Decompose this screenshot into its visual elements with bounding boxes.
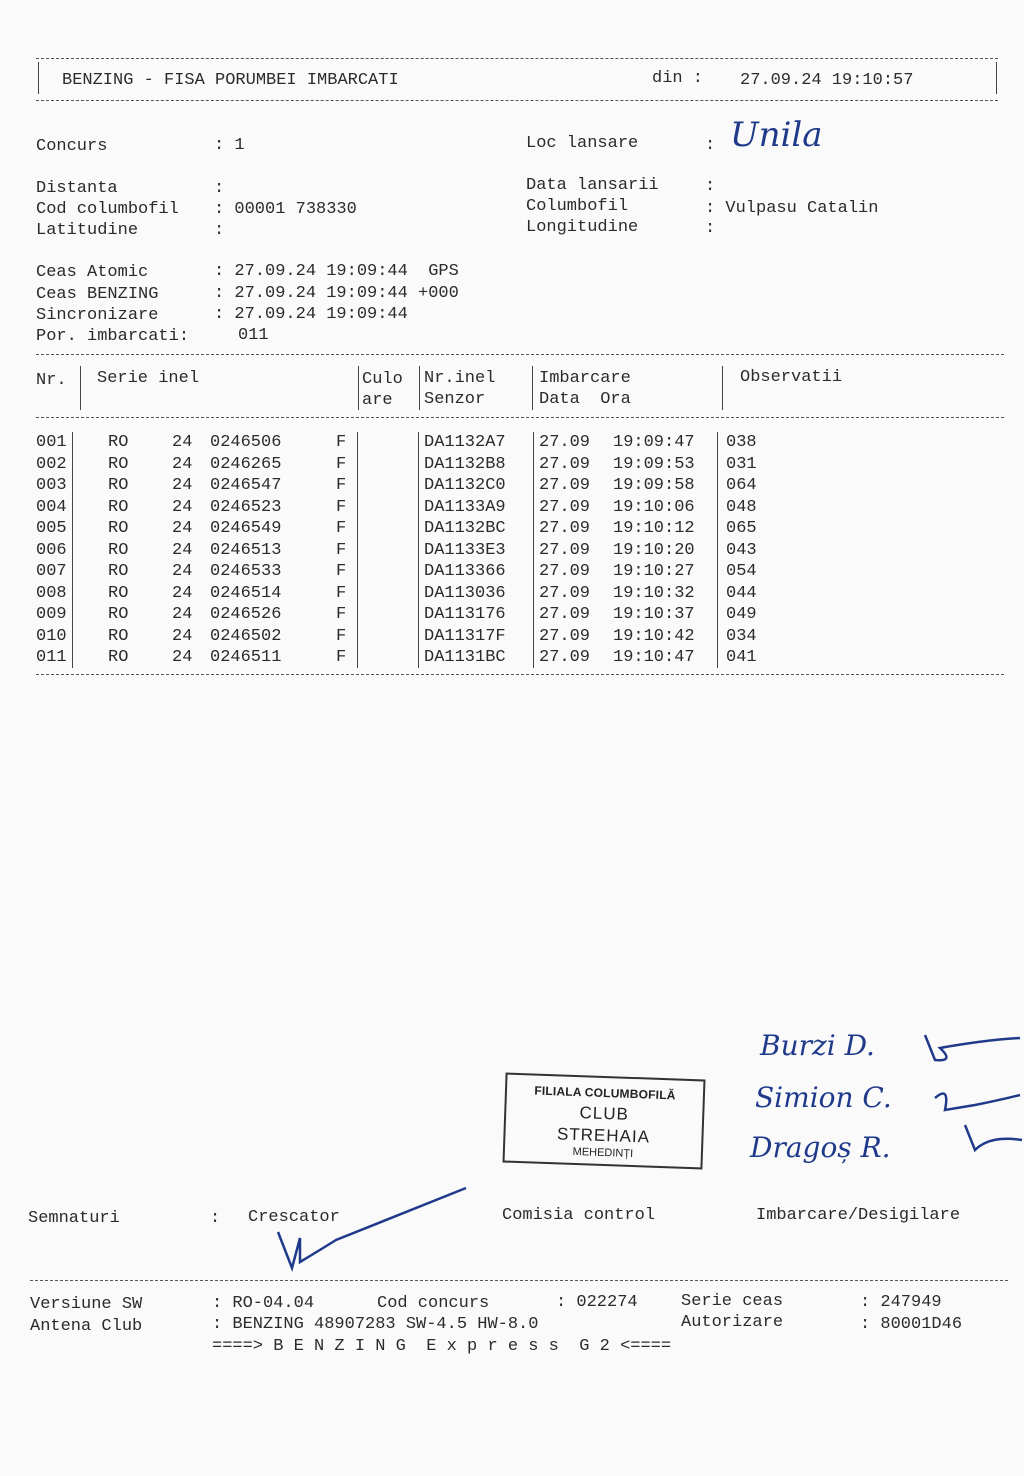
- cell-ora: 19:10:42: [613, 626, 695, 646]
- cell-data: 27.09: [539, 605, 591, 624]
- cell-data: 27.09: [539, 540, 591, 560]
- stamp-line-2: CLUB: [579, 1103, 630, 1124]
- handwritten-signature-2: Simion C.: [755, 1081, 892, 1114]
- cell-inel: 0246526: [210, 605, 282, 624]
- cell-senzor: DA1133A9: [424, 497, 506, 517]
- versiune-sw-label: Versiune SW: [30, 1295, 143, 1314]
- cell-inel: 0246514: [210, 583, 282, 603]
- cell-an: 24: [172, 605, 193, 624]
- imbarcare-desigilare-label: Imbarcare/Desigilare: [756, 1206, 961, 1225]
- distanta-value: :: [214, 179, 225, 198]
- cell-sex: F: [336, 454, 347, 474]
- cell-tara: RO: [108, 626, 129, 646]
- data-lansarii-label: Data lansarii: [526, 176, 659, 195]
- cell-an: 24: [172, 626, 193, 646]
- autorizare-label: Autorizare: [681, 1313, 784, 1332]
- col-header-imbarcare-1: Imbarcare: [539, 369, 631, 388]
- cell-nr: 011: [36, 648, 67, 667]
- cell-inel: 0246511: [210, 648, 282, 667]
- por-imbarcati-value: 011: [238, 326, 269, 345]
- por-imbarcati-label: Por. imbarcati:: [36, 327, 190, 346]
- din-label: din :: [652, 69, 704, 88]
- cell-inel: 0246513: [210, 540, 282, 560]
- cell-sex: F: [336, 605, 347, 624]
- cell-sex: F: [336, 519, 347, 538]
- cell-sex: F: [336, 497, 347, 517]
- cell-ora: 19:09:53: [613, 454, 695, 474]
- cell-nr: 004: [36, 497, 67, 517]
- cell-senzor: DA1132A7: [424, 433, 506, 452]
- handwritten-signature-3: Dragoș R.: [750, 1131, 891, 1164]
- cell-inel: 0246523: [210, 497, 282, 517]
- cell-ora: 19:10:37: [613, 605, 695, 624]
- cell-tara: RO: [108, 497, 129, 517]
- ceas-benzing-value: : 27.09.24 19:09:44 +000: [214, 284, 459, 303]
- autorizare-value: : 80001D46: [860, 1315, 963, 1334]
- cell-inel: 0246265: [210, 454, 282, 474]
- crescator-label: Crescator: [248, 1208, 340, 1227]
- sincronizare-value: : 27.09.24 19:09:44: [214, 305, 408, 324]
- cell-tara: RO: [108, 562, 129, 581]
- cell-obs: 043: [726, 540, 757, 560]
- handwritten-signature-1: Burzi D.: [760, 1029, 875, 1062]
- cell-nr: 005: [36, 519, 67, 538]
- cell-sex: F: [336, 648, 347, 667]
- loc-lansare-handwritten: Unila: [730, 115, 823, 155]
- cell-obs: 048: [726, 497, 757, 517]
- cell-data: 27.09: [539, 454, 591, 474]
- benzing-banner: ====> B E N Z I N G E x p r e s s G 2 <====: [212, 1337, 672, 1356]
- cell-ora: 19:10:12: [613, 519, 695, 538]
- cell-nr: 009: [36, 605, 67, 624]
- din-value: 27.09.24 19:10:57: [740, 71, 914, 90]
- cell-obs: 041: [726, 648, 757, 667]
- cell-senzor: DA1132B8: [424, 454, 506, 474]
- loc-lansare-sep: :: [705, 136, 716, 155]
- semnaturi-sep: :: [210, 1209, 221, 1228]
- col-header-imbarcare-2: Data Ora: [539, 390, 631, 409]
- cell-ora: 19:09:58: [613, 476, 695, 495]
- loc-lansare-label: Loc lansare: [526, 134, 639, 153]
- longitudine-label: Longitudine: [526, 218, 639, 237]
- longitudine-value: :: [705, 219, 716, 238]
- cell-senzor: DA1132BC: [424, 519, 506, 538]
- columbofil-label: Columbofil: [526, 197, 629, 216]
- cell-tara: RO: [108, 433, 129, 452]
- antena-club-label: Antena Club: [30, 1317, 143, 1336]
- cod-columbofil-value: : 00001 738330: [214, 200, 357, 219]
- cell-sex: F: [336, 626, 347, 646]
- cell-sex: F: [336, 433, 347, 452]
- scribble-3: [965, 1125, 1022, 1150]
- cell-ora: 19:10:06: [613, 497, 695, 517]
- sincronizare-label: Sincronizare: [36, 306, 159, 325]
- cell-obs: 031: [726, 454, 757, 474]
- col-header-observatii: Observatii: [740, 368, 843, 387]
- cell-tara: RO: [108, 476, 129, 495]
- cell-tara: RO: [108, 519, 129, 538]
- antena-club-value: : BENZING 48907283 SW-4.5 HW-8.0: [212, 1315, 539, 1334]
- cod-columbofil-label: Cod columbofil: [36, 200, 179, 219]
- cell-senzor: DA113366: [424, 562, 506, 581]
- cell-an: 24: [172, 519, 193, 538]
- col-header-culoare-1: Culo: [362, 370, 403, 389]
- cell-data: 27.09: [539, 476, 591, 495]
- serie-ceas-label: Serie ceas: [681, 1292, 784, 1311]
- cell-data: 27.09: [539, 562, 591, 581]
- cell-data: 27.09: [539, 626, 591, 646]
- cell-senzor: DA113176: [424, 605, 506, 624]
- cell-an: 24: [172, 454, 193, 474]
- cell-senzor: DA11317F: [424, 626, 506, 646]
- ceas-atomic-value: : 27.09.24 19:09:44 GPS: [214, 262, 459, 281]
- data-lansarii-value: :: [705, 177, 716, 196]
- semnaturi-label: Semnaturi: [28, 1209, 120, 1228]
- cod-concurs-value: : 022274: [556, 1293, 638, 1312]
- col-header-nrinel-2: Senzor: [424, 390, 486, 409]
- cell-obs: 049: [726, 605, 757, 624]
- latitudine-label: Latitudine: [36, 221, 139, 240]
- cell-tara: RO: [108, 454, 129, 474]
- cell-an: 24: [172, 562, 193, 581]
- cell-obs: 054: [726, 562, 757, 581]
- cell-sex: F: [336, 583, 347, 603]
- cell-an: 24: [172, 540, 193, 560]
- cell-nr: 002: [36, 454, 67, 474]
- cell-sex: F: [336, 562, 347, 581]
- cell-nr: 008: [36, 583, 67, 603]
- cell-obs: 064: [726, 476, 757, 495]
- cell-data: 27.09: [539, 583, 591, 603]
- footer-rule: [30, 1280, 1008, 1281]
- cell-tara: RO: [108, 605, 129, 624]
- cell-data: 27.09: [539, 497, 591, 517]
- cell-inel: 0246547: [210, 476, 282, 495]
- cell-data: 27.09: [539, 433, 591, 452]
- stamp-line-4: MEHEDINȚI: [572, 1145, 634, 1161]
- cell-an: 24: [172, 476, 193, 495]
- cell-senzor: DA1132C0: [424, 476, 506, 495]
- concurs-label: Concurs: [36, 137, 108, 156]
- cell-obs: 044: [726, 583, 757, 603]
- cell-inel: 0246533: [210, 562, 282, 581]
- cell-an: 24: [172, 648, 193, 667]
- ceas-benzing-label: Ceas BENZING: [36, 285, 159, 304]
- cell-ora: 19:10:27: [613, 562, 695, 581]
- concurs-value: : 1: [214, 136, 245, 155]
- cell-nr: 003: [36, 476, 67, 495]
- cell-tara: RO: [108, 583, 129, 603]
- cell-ora: 19:10:32: [613, 583, 695, 603]
- stamp-line-3: STREHAIA: [556, 1124, 651, 1147]
- cell-an: 24: [172, 583, 193, 603]
- cell-ora: 19:10:20: [613, 540, 695, 560]
- ceas-atomic-label: Ceas Atomic: [36, 263, 149, 282]
- cell-senzor: DA113036: [424, 583, 506, 603]
- col-header-serie: Serie inel: [97, 369, 200, 388]
- comisia-control-label: Comisia control: [502, 1206, 656, 1225]
- cell-senzor: DA1131BC: [424, 648, 506, 667]
- cell-tara: RO: [108, 648, 129, 667]
- versiune-sw-value: : RO-04.04: [212, 1294, 315, 1313]
- latitudine-value: :: [214, 221, 225, 240]
- cell-obs: 038: [726, 433, 757, 452]
- document-title: BENZING - FISA PORUMBEI IMBARCATI: [62, 71, 399, 90]
- serie-ceas-value: : 247949: [860, 1293, 942, 1312]
- stamp-line-1: FILIALA COLUMBOFILĂ: [534, 1083, 676, 1103]
- cell-obs: 034: [726, 626, 757, 646]
- cell-nr: 006: [36, 540, 67, 560]
- col-header-nr: Nr.: [36, 371, 67, 390]
- cell-inel: 0246506: [210, 433, 282, 452]
- cell-nr: 001: [36, 433, 67, 452]
- cell-nr: 007: [36, 562, 67, 581]
- col-header-culoare-2: are: [362, 391, 393, 410]
- cell-an: 24: [172, 433, 193, 452]
- cell-obs: 065: [726, 519, 757, 538]
- cell-data: 27.09: [539, 519, 591, 538]
- cell-sex: F: [336, 540, 347, 560]
- cell-ora: 19:10:47: [613, 648, 695, 667]
- cell-senzor: DA1133E3: [424, 540, 506, 560]
- cell-sex: F: [336, 476, 347, 495]
- cell-data: 27.09: [539, 648, 591, 667]
- scribble-2: [935, 1094, 1020, 1110]
- cell-tara: RO: [108, 540, 129, 560]
- cell-nr: 010: [36, 626, 67, 646]
- cod-concurs-label: Cod concurs: [377, 1294, 490, 1313]
- crescator-signature: [278, 1188, 466, 1268]
- scribble-1: [925, 1035, 1020, 1060]
- cell-inel: 0246549: [210, 519, 282, 538]
- cell-ora: 19:09:47: [613, 433, 695, 452]
- col-header-nrinel-1: Nr.inel: [424, 369, 496, 388]
- cell-an: 24: [172, 497, 193, 517]
- distanta-label: Distanta: [36, 179, 118, 198]
- cell-inel: 0246502: [210, 626, 282, 646]
- columbofil-value: : Vulpasu Catalin: [705, 199, 879, 218]
